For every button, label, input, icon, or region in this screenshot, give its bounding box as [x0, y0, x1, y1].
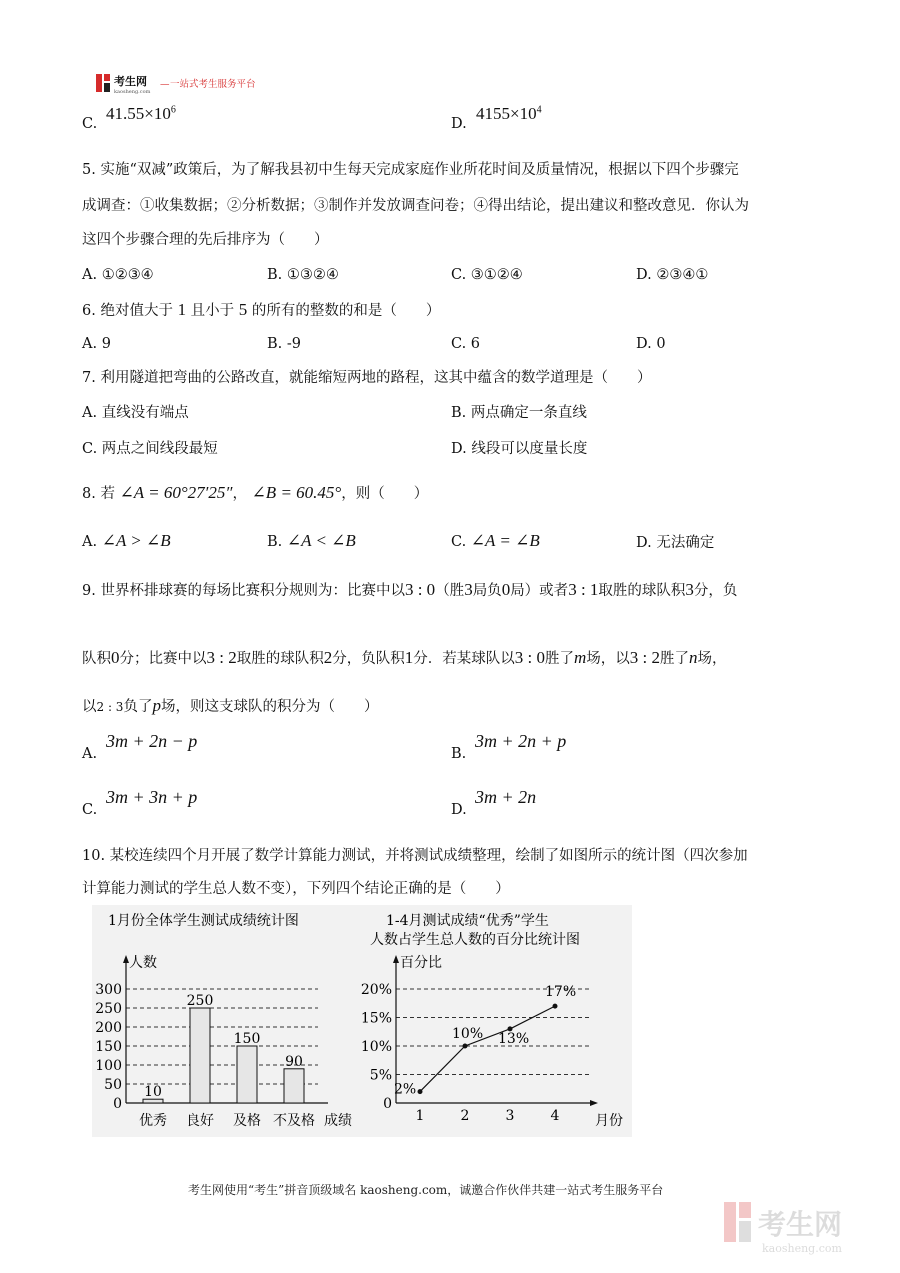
q9-l1-c: 局负 — [472, 583, 502, 599]
line-chart-title-2: 人数占学生总人数的百分比统计图 — [370, 932, 580, 948]
bar-category-label: 及格 — [233, 1113, 261, 1129]
bar-y-tick: 50 — [104, 1077, 122, 1093]
q10-line1: 10. 某校连续四个月开展了数学计算能力测试，并将测试成绩整理，绘制了如图所示的统计图（四次参加 — [82, 848, 748, 864]
q4-option-d-label: D. — [451, 116, 467, 132]
bar-category-label: 优秀 — [139, 1113, 167, 1129]
header-logo — [94, 72, 294, 100]
q9-l3-p: p — [152, 696, 161, 715]
bar-1 — [190, 1008, 210, 1103]
q5-option-d: D. ②③④① — [636, 267, 709, 283]
q6-option-b: B. -9 — [267, 336, 301, 352]
q9-option-d-label: D. — [451, 802, 467, 818]
line-x-tick: 4 — [550, 1108, 560, 1124]
line-chart — [352, 905, 632, 1137]
q9-line1 — [82, 580, 737, 601]
q4-option-c-exp: 6 — [170, 104, 176, 116]
q6-n2: 5 — [238, 300, 248, 319]
svg-text:—: — — [160, 79, 170, 90]
line-chart-title-1: 1-4月测试成绩“优秀”学生 — [386, 913, 549, 929]
q9-l2-score2: 3 : 0 — [514, 648, 545, 667]
q4-option-d-exp: 4 — [536, 104, 542, 116]
q8-b-math: ∠A < ∠B — [286, 531, 356, 550]
q5-line2: 成调查：①收集数据；②分析数据；③制作并发放调查问卷；④得出结论，提出建议和整改意见．你认为 — [82, 198, 749, 214]
q8-sep: ， — [232, 486, 247, 502]
bar-y-tick: 200 — [95, 1020, 122, 1036]
q4-option-c — [106, 104, 176, 124]
q7-d-text: 线段可以度量长度 — [471, 441, 588, 457]
q7-stem: 7. 利用隧道把弯曲的公路改直，就能缩短两地的路程，这其中蕴含的数学道理是（ ） — [82, 370, 652, 386]
q9-l2-c: 取胜的球队积 — [236, 651, 324, 667]
q7-a-label: A. — [82, 405, 98, 421]
bar-value-label: 250 — [186, 993, 214, 1009]
q7-option-c — [82, 439, 218, 459]
q8-c-label: C. — [451, 534, 467, 550]
bar-value-label: 150 — [233, 1031, 261, 1047]
q6-option-a: A. 9 — [82, 336, 111, 352]
bar-y-tick: 300 — [95, 982, 122, 998]
q9-l2-b: 分；比赛中以 — [119, 651, 207, 667]
line-chart-ylabel: 百分比 — [400, 955, 442, 971]
q9-l2-d: 分，负队积 — [332, 651, 405, 667]
q9-l1-f: 分，负 — [693, 583, 738, 599]
q9-l1-n3: 3 — [464, 580, 473, 599]
line-x-tick: 2 — [460, 1108, 470, 1124]
q7-b-text: 两点确定一条直线 — [470, 405, 587, 421]
line-y-tick: 10% — [360, 1039, 392, 1055]
q9-l3-a: 以 — [82, 699, 97, 715]
q9-option-c-label: C. — [82, 802, 98, 818]
q9-l2-score1: 3 : 2 — [206, 648, 237, 667]
q9-l2-h: 胜了 — [659, 651, 689, 667]
footer-text: 考生网使用“考生”拼音顶级域名 kaosheng.com，诚邀合作伙伴共建一站式考生服务平台 — [188, 1183, 664, 1197]
q9-l1-score1: 3 : 0 — [404, 580, 436, 599]
line-y-tick: 15% — [360, 1010, 392, 1027]
q8-option-b — [267, 531, 356, 552]
line-point-label: 17% — [545, 984, 577, 1001]
q9-l1-a: 9. 世界杯排球赛的每场比赛积分规则为：比赛中以 — [82, 583, 405, 599]
q7-d-label: D. — [451, 441, 467, 457]
q8-d-label: D. — [636, 535, 652, 551]
q8-b-label: B. — [267, 534, 283, 550]
q4-option-c-value: 41.55×10 — [106, 104, 171, 123]
q10-line2: 计算能力测试的学生总人数不变），下列四个结论正确的是（ ） — [82, 881, 510, 897]
bar-3 — [284, 1069, 304, 1103]
bar-category-label: 不及格 — [273, 1113, 315, 1129]
q7-option-b — [451, 403, 587, 423]
line-point-label: 13% — [498, 1030, 530, 1047]
kaosheng-logo-icon — [94, 72, 294, 96]
footer-watermark — [722, 1198, 882, 1262]
bar-y-tick: 100 — [95, 1058, 122, 1074]
q8-a-label: A. — [82, 534, 98, 550]
q7-c-label: C. — [82, 441, 98, 457]
line-y-tick: 5% — [369, 1067, 392, 1084]
q8-option-d — [636, 533, 714, 553]
q9-option-a-label: A. — [82, 746, 98, 762]
q6-stem-mid: 且小于 — [190, 303, 235, 319]
q9-l2-n0: 0 — [111, 648, 120, 667]
q9-l2-n2: 2 — [323, 648, 333, 667]
bar-chart-title: 1月份全体学生测试成绩统计图 — [108, 913, 299, 929]
q4-option-d-value: 4155×10 — [476, 104, 537, 123]
q6-option-c: C. 6 — [451, 336, 481, 352]
q9-l2-e: 分．若某球队以 — [413, 651, 515, 667]
q6-stem-post: 的所有的整数的和是（ ） — [251, 303, 441, 319]
q9-l2-n: n — [688, 648, 698, 667]
q8-c-math: ∠A = ∠B — [470, 531, 540, 550]
bar-chart-xlabel: 成绩 — [324, 1113, 352, 1129]
q9-l1-n0: 0 — [501, 580, 511, 599]
q9-l2-a: 队积 — [82, 651, 111, 667]
q8-angle-a: ∠A = 60°27′25″ — [119, 483, 233, 502]
line-point-label: 2% — [394, 1081, 417, 1098]
q9-l2-score3: 3 : 2 — [629, 648, 660, 667]
q7-option-a — [82, 403, 189, 423]
q9-l3-score: 2 : 3 — [96, 700, 124, 714]
q6-stem-pre: 6. 绝对值大于 — [82, 303, 173, 319]
q9-l2-g: 场，以 — [586, 651, 630, 667]
line-point-1 — [463, 1044, 468, 1049]
q4-option-c-label: C. — [82, 116, 98, 132]
q6-stem — [82, 300, 440, 321]
line-chart-xlabel: 月份 — [595, 1113, 623, 1129]
bar-2 — [237, 1046, 257, 1103]
q9-option-c: 3m + 3n + p — [106, 787, 198, 807]
q9-line2 — [82, 648, 726, 669]
q7-b-label: B. — [451, 405, 467, 421]
q9-l1-d: 局）或者 — [510, 583, 569, 599]
line-point-0 — [418, 1089, 423, 1094]
q9-option-a: 3m + 2n − p — [106, 731, 198, 751]
line-x-tick: 3 — [505, 1108, 515, 1124]
line-y-tick: 0 — [383, 1096, 392, 1112]
q9-l2-f: 胜了 — [544, 651, 574, 667]
bar-value-label: 90 — [285, 1053, 303, 1070]
logo-name: 考生网 — [114, 75, 147, 88]
q6-n1: 1 — [177, 300, 187, 319]
q9-l2-m: m — [573, 648, 587, 667]
q9-l3-c: 场，则这支球队的积分为（ ） — [160, 699, 379, 715]
logo-slogan: 一站式考生服务平台 — [170, 79, 256, 90]
q7-option-d — [451, 439, 587, 459]
q9-option-d: 3m + 2n — [475, 787, 537, 807]
watermark-name: 考生网 — [758, 1208, 843, 1241]
bar-y-tick: 250 — [95, 1001, 122, 1017]
line-x-tick: 1 — [415, 1108, 425, 1124]
q9-l1-score2: 3 : 1 — [568, 580, 599, 599]
q7-a-text: 直线没有端点 — [101, 405, 189, 421]
q9-l3-b: 负了 — [123, 699, 153, 715]
line-point-label: 10% — [452, 1026, 484, 1042]
q8-angle-b: ∠B = 60.45° — [251, 483, 342, 502]
q9-l1-n3b: 3 — [685, 580, 694, 599]
q9-line3 — [82, 696, 378, 717]
q5-option-c: C. ③①②④ — [451, 267, 523, 283]
q6-option-d: D. 0 — [636, 336, 666, 352]
q8-a-math: ∠A > ∠B — [101, 531, 171, 550]
q8-option-c — [451, 531, 540, 552]
bar-chart-ylabel: 人数 — [129, 955, 157, 971]
q5-option-a: A. ①②③④ — [82, 267, 154, 283]
bar-category-label: 良好 — [186, 1113, 214, 1129]
q8-stem-post: ，则（ ） — [341, 486, 429, 502]
q5-line1: 5. 实施“双减”政策后，为了解我县初中生每天完成家庭作业所花时间及质量情况，根据以下四个步骤完 — [82, 162, 739, 178]
q8-d-text: 无法确定 — [656, 535, 715, 551]
q9-option-b-label: B. — [451, 746, 467, 762]
bar-y-tick: 150 — [95, 1039, 122, 1055]
q9-l2-i: 场， — [697, 651, 727, 667]
bar-value-label: 10 — [144, 1084, 162, 1101]
line-point-3 — [553, 1004, 558, 1009]
q8-stem-pre: 8. 若 — [82, 486, 115, 502]
line-y-tick: 20% — [360, 982, 392, 998]
q8-stem — [82, 483, 428, 504]
q9-l1-b: （胜 — [435, 583, 465, 599]
watermark-logo-icon — [722, 1198, 882, 1258]
q9-l2-n1: 1 — [404, 648, 414, 667]
watermark-url: kaosheng.com — [762, 1242, 842, 1255]
q5-line3: 这四个步骤合理的先后排序为（ ） — [82, 232, 329, 248]
q5-option-b: B. ①③②④ — [267, 267, 339, 283]
q7-c-text: 两点之间线段最短 — [101, 441, 218, 457]
q9-l1-e: 取胜的球队积 — [598, 583, 686, 599]
bar-chart — [92, 905, 368, 1137]
q9-option-b: 3m + 2n + p — [475, 731, 567, 751]
bar-y-tick: 0 — [113, 1096, 122, 1112]
logo-url: kaosheng.com — [114, 89, 151, 95]
q4-option-d — [476, 104, 542, 124]
q8-option-a — [82, 531, 171, 552]
